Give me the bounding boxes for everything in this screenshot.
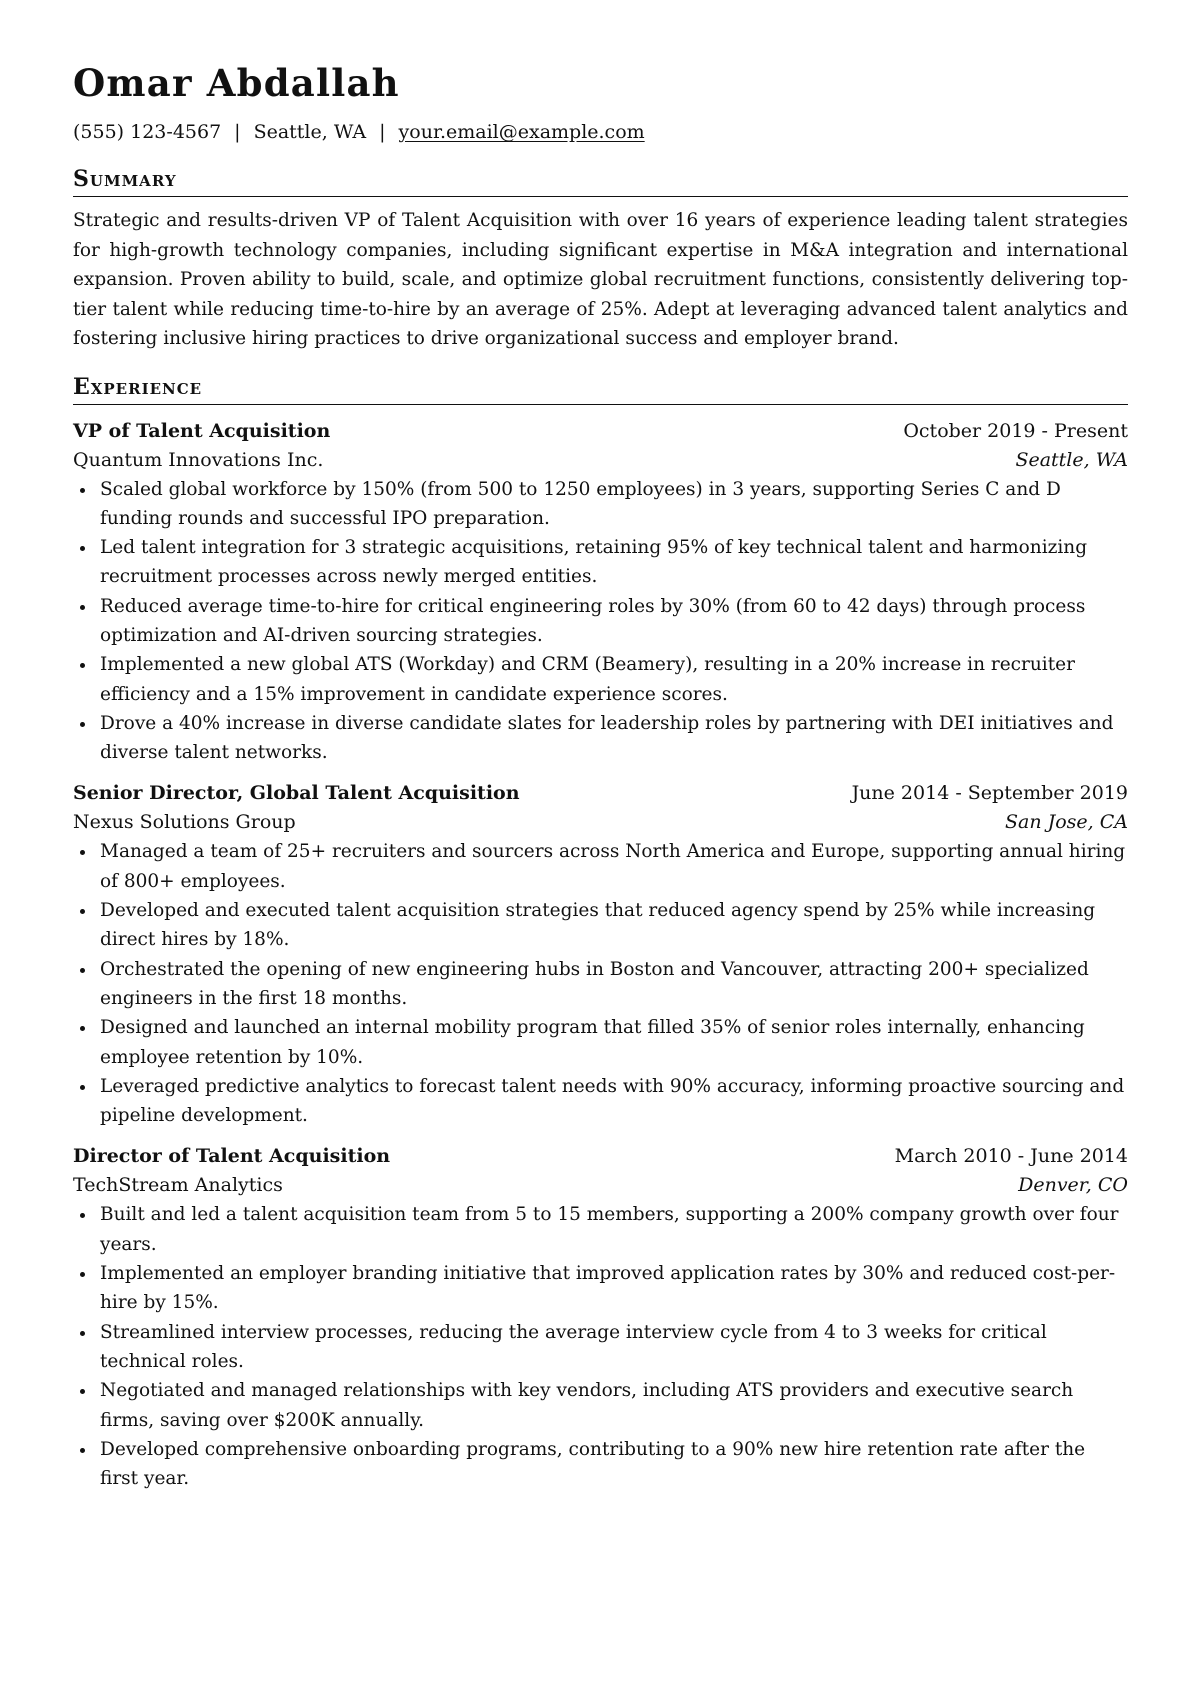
job-header-row bbox=[73, 417, 1128, 446]
bullet-item bbox=[73, 650, 1128, 709]
bullet-dot-icon bbox=[80, 850, 85, 855]
contact-separator: | bbox=[379, 121, 386, 143]
job-title: Director of Talent Acquisition bbox=[73, 1145, 391, 1168]
bullet-item bbox=[73, 1013, 1128, 1072]
bullet-dot-icon bbox=[80, 1389, 85, 1394]
job-location: Seattle, WA bbox=[1015, 448, 1128, 471]
job-company: Quantum Innovations Inc. bbox=[73, 448, 324, 471]
job-company: TechStream Analytics bbox=[73, 1174, 283, 1197]
bullet-item bbox=[73, 837, 1128, 896]
contact-separator: | bbox=[234, 121, 241, 143]
bullet-item bbox=[73, 1200, 1128, 1259]
bullet-item bbox=[73, 533, 1128, 592]
bullet-dot-icon bbox=[80, 1331, 85, 1336]
experience-section bbox=[73, 373, 1128, 1494]
job-dates: October 2019 - Present bbox=[903, 419, 1128, 442]
summary-section bbox=[73, 168, 1128, 354]
bullet-text: Scaled global workforce by 150% (from 500 to 1250 employees) in 3 years, supporting Series C and D funding rounds and successful IPO preparation. bbox=[100, 478, 1061, 529]
job-entry bbox=[73, 1142, 1128, 1493]
bullet-text: Leveraged predictive analytics to forecast talent needs with 90% accuracy, informing proactive sourcing and pipeline development. bbox=[100, 1075, 1125, 1127]
bullet-item bbox=[73, 1072, 1128, 1131]
bullet-text: Orchestrated the opening of new engineering hubs in Boston and Vancouver, attracting 200+ specialized engineers in the first 18 months. bbox=[100, 958, 1089, 1009]
bullet-text: Reduced average time-to-hire for critical engineering roles by 30% (from 60 to 42 days) through process optimization and AI-driven sourcing strategies. bbox=[100, 595, 1086, 646]
bullet-item bbox=[73, 1259, 1128, 1318]
bullet-item bbox=[73, 475, 1128, 534]
job-header-row bbox=[73, 779, 1128, 808]
job-location: Denver, CO bbox=[1018, 1174, 1128, 1197]
bullet-text: Implemented a new global ATS (Workday) and CRM (Beamery), resulting in a 20% increase in recruiter efficiency and a 15% improvement in candidate experience scores. bbox=[100, 654, 1075, 705]
bullet-text: Developed comprehensive onboarding programs, contributing to a 90% new hire retention rate after the first year. bbox=[100, 1438, 1086, 1490]
job-bullets bbox=[73, 837, 1128, 1130]
bullet-dot-icon bbox=[80, 968, 85, 973]
phone-number: (555) 123-4567 bbox=[73, 121, 222, 143]
bullet-item bbox=[73, 1435, 1128, 1494]
job-company-row bbox=[73, 1171, 1128, 1200]
bullet-dot-icon bbox=[80, 909, 85, 914]
bullet-text: Negotiated and managed relationships with key vendors, including ATS providers and executive search firms, saving over $200K annually. bbox=[100, 1380, 1074, 1431]
bullet-text: Designed and launched an internal mobility program that filled 35% of senior roles internally, enhancing employee retention by 10%. bbox=[100, 1017, 1085, 1068]
bullet-dot-icon bbox=[80, 1272, 85, 1277]
section-heading-experience: Experience bbox=[73, 376, 1128, 405]
bullet-item bbox=[73, 592, 1128, 651]
bullet-dot-icon bbox=[80, 1448, 85, 1453]
job-header-row bbox=[73, 1142, 1128, 1171]
job-title: VP of Talent Acquisition bbox=[73, 419, 331, 442]
bullet-dot-icon bbox=[80, 1026, 85, 1031]
job-location: San Jose, CA bbox=[1004, 811, 1128, 834]
job-dates: June 2014 - September 2019 bbox=[851, 782, 1128, 805]
bullet-text: Managed a team of 25+ recruiters and sourcers across North America and Europe, supporting annual hiring of 800+ employees. bbox=[100, 841, 1126, 892]
bullet-text: Built and led a talent acquisition team from 5 to 15 members, supporting a 200% company growth over four years. bbox=[100, 1204, 1119, 1255]
contact-line bbox=[73, 123, 1128, 142]
bullet-item bbox=[73, 955, 1128, 1014]
job-entry bbox=[73, 779, 1128, 1130]
bullet-text: Drove a 40% increase in diverse candidate slates for leadership roles by partnering with DEI initiatives and diverse talent networks. bbox=[100, 712, 1114, 764]
job-company-row bbox=[73, 808, 1128, 837]
bullet-dot-icon bbox=[80, 546, 85, 551]
job-bullets bbox=[73, 1200, 1128, 1493]
section-heading-summary: Summary bbox=[73, 168, 1128, 197]
summary-text: Strategic and results-driven VP of Talent Acquisition with over 16 years of experience leading talent strategies for high-growth technology companies, including significant expertise in M&A integration and international expansion. Proven ability to build, scale, and optimize global recruitment functions, consistently delivering top-tier talent while reducing time-to-hire by an average of 25%. Adept at leveraging advanced talent analytics and fostering inclusive hiring practices to drive organizational success and employer brand. bbox=[73, 210, 1128, 349]
job-bullets bbox=[73, 475, 1128, 768]
bullet-dot-icon bbox=[80, 1085, 85, 1090]
bullet-item bbox=[73, 1376, 1128, 1435]
bullet-text: Developed and executed talent acquisition strategies that reduced agency spend by 25% while increasing direct hires by 18%. bbox=[100, 900, 1096, 951]
job-company-row bbox=[73, 446, 1128, 475]
bullet-text: Streamlined interview processes, reducing the average interview cycle from 4 to 3 weeks for critical technical roles. bbox=[100, 1321, 1047, 1372]
bullet-item bbox=[73, 896, 1128, 955]
bullet-dot-icon bbox=[80, 605, 85, 610]
bullet-item bbox=[73, 1318, 1128, 1377]
email-link[interactable]: your.email@example.com bbox=[398, 121, 645, 143]
job-entry bbox=[73, 417, 1128, 768]
job-title: Senior Director, Global Talent Acquisition bbox=[73, 782, 520, 805]
bullet-dot-icon bbox=[80, 663, 85, 668]
bullet-dot-icon bbox=[80, 488, 85, 493]
bullet-text: Led talent integration for 3 strategic acquisitions, retaining 95% of key technical talent and harmonizing recruitment processes across newly merged entities. bbox=[100, 537, 1088, 588]
bullet-text: Implemented an employer branding initiative that improved application rates by 30% and reduced cost-per-hire by 15%. bbox=[100, 1263, 1116, 1314]
bullet-item bbox=[73, 709, 1128, 768]
job-dates: March 2010 - June 2014 bbox=[894, 1145, 1128, 1168]
bullet-dot-icon bbox=[80, 722, 85, 727]
bullet-dot-icon bbox=[80, 1213, 85, 1218]
location: Seattle, WA bbox=[253, 121, 367, 143]
job-company: Nexus Solutions Group bbox=[73, 811, 296, 834]
candidate-name: Omar Abdallah bbox=[73, 61, 400, 105]
